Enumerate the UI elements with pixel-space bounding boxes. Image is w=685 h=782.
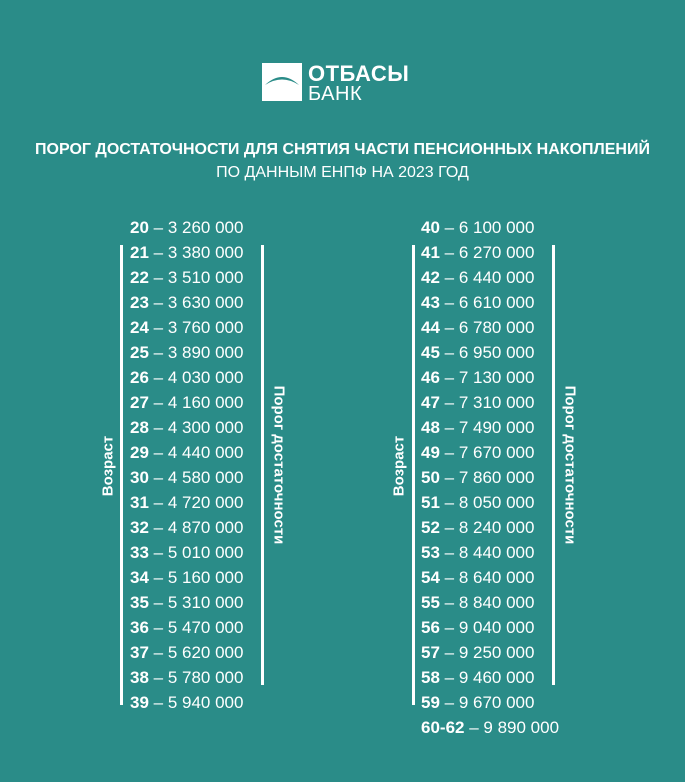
threshold-row bbox=[421, 515, 559, 540]
row-age: 37 bbox=[130, 643, 149, 662]
logo-wordmark bbox=[308, 63, 409, 104]
row-separator: – bbox=[439, 568, 459, 587]
row-separator: – bbox=[439, 393, 459, 412]
house-roof-icon bbox=[262, 63, 302, 101]
row-separator: – bbox=[439, 693, 459, 712]
row-value: 7 490 000 bbox=[458, 418, 535, 437]
row-age: 34 bbox=[130, 568, 149, 587]
threshold-row bbox=[421, 415, 559, 440]
row-separator: – bbox=[439, 243, 459, 262]
row-separator: – bbox=[439, 418, 459, 437]
row-separator: – bbox=[148, 318, 168, 337]
threshold-row bbox=[130, 640, 243, 665]
threshold-row bbox=[130, 340, 243, 365]
row-separator: – bbox=[148, 518, 168, 537]
row-separator: – bbox=[148, 543, 168, 562]
row-age: 38 bbox=[130, 668, 149, 687]
row-value: 3 260 000 bbox=[167, 218, 244, 237]
row-age: 33 bbox=[130, 543, 149, 562]
row-separator: – bbox=[439, 543, 459, 562]
row-age: 52 bbox=[421, 518, 440, 537]
row-age: 44 bbox=[421, 318, 440, 337]
threshold-row bbox=[421, 665, 559, 690]
row-value: 9 890 000 bbox=[483, 718, 560, 737]
row-value: 9 040 000 bbox=[458, 618, 535, 637]
row-value: 3 380 000 bbox=[167, 243, 244, 262]
row-age: 39 bbox=[130, 693, 149, 712]
row-separator: – bbox=[148, 593, 168, 612]
page-title: ПОРОГ ДОСТАТОЧНОСТИ ДЛЯ СНЯТИЯ ЧАСТИ ПЕНСИОННЫХ НАКОПЛЕНИЙ bbox=[35, 141, 650, 158]
threshold-row bbox=[421, 690, 559, 715]
threshold-row bbox=[421, 390, 559, 415]
row-value: 6 270 000 bbox=[458, 243, 535, 262]
row-value: 8 640 000 bbox=[458, 568, 535, 587]
row-value: 4 870 000 bbox=[167, 518, 244, 537]
threshold-row bbox=[421, 715, 559, 740]
row-separator: – bbox=[439, 293, 459, 312]
threshold-row bbox=[130, 690, 243, 715]
row-value: 7 310 000 bbox=[458, 393, 535, 412]
age-bracket-right bbox=[412, 245, 415, 705]
row-separator: – bbox=[148, 218, 168, 237]
threshold-row bbox=[130, 515, 243, 540]
row-separator: – bbox=[439, 318, 459, 337]
threshold-row bbox=[421, 565, 559, 590]
row-age: 46 bbox=[421, 368, 440, 387]
row-age: 36 bbox=[130, 618, 149, 637]
row-separator: – bbox=[148, 668, 168, 687]
row-age: 50 bbox=[421, 468, 440, 487]
row-separator: – bbox=[439, 618, 459, 637]
row-age: 30 bbox=[130, 468, 149, 487]
row-separator: – bbox=[439, 218, 459, 237]
row-value: 6 440 000 bbox=[458, 268, 535, 287]
row-age: 55 bbox=[421, 593, 440, 612]
row-separator: – bbox=[439, 468, 459, 487]
threshold-bracket-right bbox=[552, 245, 555, 685]
row-separator: – bbox=[148, 568, 168, 587]
row-separator: – bbox=[439, 368, 459, 387]
row-value: 4 030 000 bbox=[167, 368, 244, 387]
row-age: 31 bbox=[130, 493, 149, 512]
age-label-right: Возраст bbox=[390, 435, 408, 497]
row-separator: – bbox=[148, 343, 168, 362]
threshold-row bbox=[421, 640, 559, 665]
row-age: 27 bbox=[130, 393, 149, 412]
row-age: 28 bbox=[130, 418, 149, 437]
row-age: 20 bbox=[130, 218, 149, 237]
row-separator: – bbox=[148, 493, 168, 512]
threshold-row bbox=[130, 390, 243, 415]
row-value: 9 250 000 bbox=[458, 643, 535, 662]
threshold-row bbox=[421, 265, 559, 290]
row-separator: – bbox=[439, 493, 459, 512]
row-separator: – bbox=[148, 643, 168, 662]
row-age: 43 bbox=[421, 293, 440, 312]
row-age: 51 bbox=[421, 493, 440, 512]
threshold-row bbox=[421, 340, 559, 365]
row-value: 8 050 000 bbox=[458, 493, 535, 512]
row-age: 49 bbox=[421, 443, 440, 462]
row-value: 6 100 000 bbox=[458, 218, 535, 237]
row-age: 25 bbox=[130, 343, 149, 362]
row-age: 58 bbox=[421, 668, 440, 687]
row-separator: – bbox=[439, 518, 459, 537]
row-value: 4 160 000 bbox=[167, 393, 244, 412]
row-value: 3 630 000 bbox=[167, 293, 244, 312]
row-age: 29 bbox=[130, 443, 149, 462]
threshold-row bbox=[421, 465, 559, 490]
threshold-row bbox=[130, 615, 243, 640]
row-separator: – bbox=[439, 593, 459, 612]
threshold-row bbox=[421, 290, 559, 315]
row-separator: – bbox=[148, 693, 168, 712]
row-value: 3 510 000 bbox=[167, 268, 244, 287]
threshold-row bbox=[421, 240, 559, 265]
row-age: 53 bbox=[421, 543, 440, 562]
threshold-row bbox=[421, 365, 559, 390]
row-value: 8 840 000 bbox=[458, 593, 535, 612]
row-age: 59 bbox=[421, 693, 440, 712]
row-age: 40 bbox=[421, 218, 440, 237]
row-separator: – bbox=[439, 343, 459, 362]
row-value: 7 130 000 bbox=[458, 368, 535, 387]
row-value: 3 890 000 bbox=[167, 343, 244, 362]
threshold-row bbox=[421, 540, 559, 565]
row-age: 54 bbox=[421, 568, 440, 587]
threshold-row bbox=[421, 315, 559, 340]
row-age: 42 bbox=[421, 268, 440, 287]
row-value: 7 670 000 bbox=[458, 443, 535, 462]
age-bracket-left bbox=[120, 245, 123, 705]
row-age: 48 bbox=[421, 418, 440, 437]
row-age: 21 bbox=[130, 243, 149, 262]
threshold-row bbox=[421, 590, 559, 615]
row-age: 45 bbox=[421, 343, 440, 362]
threshold-row bbox=[130, 240, 243, 265]
row-value: 5 160 000 bbox=[167, 568, 244, 587]
row-value: 8 440 000 bbox=[458, 543, 535, 562]
threshold-label-left: Порог достаточности bbox=[270, 385, 288, 545]
row-separator: – bbox=[439, 268, 459, 287]
row-value: 4 300 000 bbox=[167, 418, 244, 437]
threshold-row bbox=[130, 265, 243, 290]
age-label-left: Возраст bbox=[99, 435, 117, 497]
threshold-label-right: Порог достаточности bbox=[561, 385, 579, 545]
row-age: 35 bbox=[130, 593, 149, 612]
row-value: 5 620 000 bbox=[167, 643, 244, 662]
row-value: 6 780 000 bbox=[458, 318, 535, 337]
row-value: 7 860 000 bbox=[458, 468, 535, 487]
threshold-row bbox=[421, 440, 559, 465]
row-value: 5 780 000 bbox=[167, 668, 244, 687]
row-separator: – bbox=[148, 443, 168, 462]
threshold-row bbox=[130, 465, 243, 490]
threshold-bracket-left bbox=[261, 245, 264, 685]
row-value: 4 720 000 bbox=[167, 493, 244, 512]
row-age: 41 bbox=[421, 243, 440, 262]
threshold-row bbox=[130, 290, 243, 315]
row-value: 6 610 000 bbox=[458, 293, 535, 312]
logo-line2: БАНК bbox=[308, 83, 363, 105]
row-separator: – bbox=[439, 668, 459, 687]
row-age: 22 bbox=[130, 268, 149, 287]
row-value: 5 310 000 bbox=[167, 593, 244, 612]
row-separator: – bbox=[148, 293, 168, 312]
threshold-row bbox=[421, 215, 559, 240]
row-separator: – bbox=[439, 443, 459, 462]
threshold-row bbox=[130, 490, 243, 515]
row-separator: – bbox=[148, 468, 168, 487]
row-value: 9 670 000 bbox=[458, 693, 535, 712]
threshold-row bbox=[130, 440, 243, 465]
row-value: 4 580 000 bbox=[167, 468, 244, 487]
threshold-row bbox=[130, 590, 243, 615]
threshold-list-left bbox=[130, 215, 243, 715]
row-value: 3 760 000 bbox=[167, 318, 244, 337]
threshold-row bbox=[130, 315, 243, 340]
row-age: 56 bbox=[421, 618, 440, 637]
threshold-row bbox=[130, 565, 243, 590]
row-separator: – bbox=[148, 268, 168, 287]
row-value: 9 460 000 bbox=[458, 668, 535, 687]
threshold-row bbox=[130, 665, 243, 690]
row-value: 5 470 000 bbox=[167, 618, 244, 637]
row-age: 23 bbox=[130, 293, 149, 312]
row-separator: – bbox=[148, 243, 168, 262]
row-age: 47 bbox=[421, 393, 440, 412]
threshold-row bbox=[421, 615, 559, 640]
threshold-row bbox=[421, 490, 559, 515]
row-age: 26 bbox=[130, 368, 149, 387]
bank-logo bbox=[262, 63, 409, 104]
threshold-row bbox=[130, 415, 243, 440]
threshold-list-right bbox=[421, 215, 559, 740]
row-value: 5 010 000 bbox=[167, 543, 244, 562]
row-age: 57 bbox=[421, 643, 440, 662]
row-value: 8 240 000 bbox=[458, 518, 535, 537]
threshold-row bbox=[130, 540, 243, 565]
logo-line1: ОТБАСЫ bbox=[308, 61, 410, 86]
row-value: 6 950 000 bbox=[458, 343, 535, 362]
row-value: 5 940 000 bbox=[167, 693, 244, 712]
row-separator: – bbox=[148, 368, 168, 387]
row-value: 4 440 000 bbox=[167, 443, 244, 462]
row-age: 60-62 bbox=[421, 718, 465, 737]
row-separator: – bbox=[148, 393, 168, 412]
row-separator: – bbox=[148, 618, 168, 637]
row-separator: – bbox=[148, 418, 168, 437]
threshold-row bbox=[130, 365, 243, 390]
threshold-row bbox=[130, 215, 243, 240]
row-age: 24 bbox=[130, 318, 149, 337]
page-subtitle: ПО ДАННЫМ ЕНПФ НА 2023 ГОД bbox=[216, 164, 469, 181]
row-separator: – bbox=[464, 718, 484, 737]
row-age: 32 bbox=[130, 518, 149, 537]
row-separator: – bbox=[439, 643, 459, 662]
